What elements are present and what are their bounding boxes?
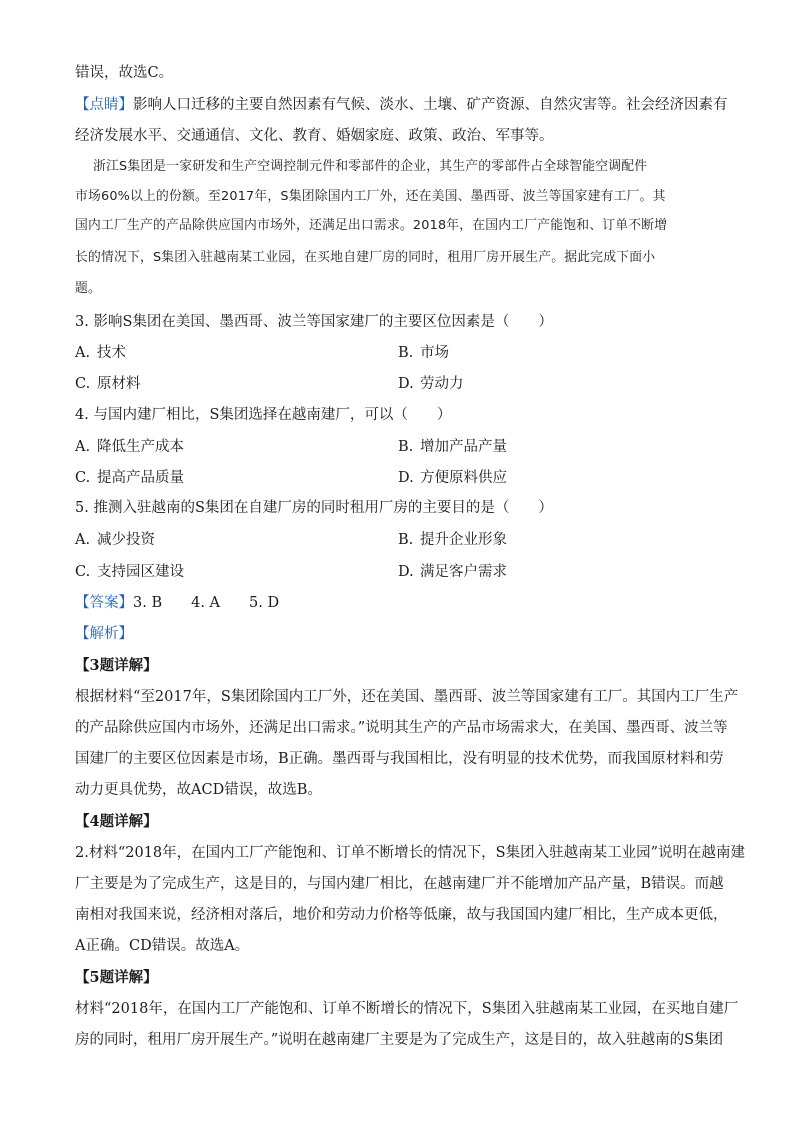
q4-option-c-letter: C. — [75, 470, 91, 486]
q4-option-b — [398, 436, 507, 458]
q4-option-c — [75, 467, 184, 489]
q5-option-d — [398, 561, 507, 583]
q4-option-d — [398, 467, 507, 489]
q5-option-a — [75, 529, 155, 551]
detail-3-label: 【3题详解】 — [75, 657, 158, 674]
material-line-3: 国内工厂生产的产品除供应国内市场外，还满足出口需求。2018年，在国内工厂产能饱和、订单不断增 — [75, 218, 668, 233]
material-line-2: 市场60%以上的份额。至2017年，S集团除国内工厂外，还在美国、墨西哥、波兰等国家建有工厂。其 — [75, 189, 666, 204]
q4-option-d-letter: D. — [398, 470, 414, 486]
detail-4-line-3: 南相对我国来说，经济相对落后，地价和劳动力价格等低廉，故与我国国内建厂相比，生产成本更低， — [75, 907, 728, 923]
detail-5-line-2: 房的同时，租用厂房开展生产。”说明在越南建厂主要是为了完成生产，这是目的，故入驻越南的S集团 — [75, 1032, 724, 1048]
q3-option-c-text: 原材料 — [97, 376, 141, 392]
q4-option-b-text: 增加产品产量 — [420, 439, 507, 455]
material-line-1: 浙江S集团是一家研发和生产空调控制元件和零部件的企业，其生产的零部件占全球智能空调配件 — [93, 159, 648, 174]
q5-option-b — [398, 529, 507, 551]
q4-option-a-letter: A. — [75, 439, 91, 455]
detail-5-label: 【5题详解】 — [75, 969, 158, 986]
q3-option-d-text: 劳动力 — [420, 376, 464, 392]
material-line-4: 长的情况下，S集团入驻越南某工业园，在买地自建厂房的同时，租用厂房开展生产。据此完成下面小 — [75, 250, 656, 265]
q5-option-a-text: 减少投资 — [97, 532, 155, 548]
q5-option-c-text: 支持园区建设 — [97, 564, 184, 580]
prev-answer-line: 错误，故选C。 — [75, 65, 174, 81]
detail-3-line-3: 国建厂的主要区位因素是市场，B正确。墨西哥与我国相比，没有明显的技术优势，而我国原材料和劳 — [75, 751, 724, 767]
detail-4-label: 【4题详解】 — [75, 813, 158, 830]
detail-5-line-1: 材料“2018年，在国内工厂产能饱和、订单不断增长的情况下，S集团入驻越南某工业园，在买地自建厂 — [75, 1001, 739, 1017]
q3-option-b-text: 市场 — [420, 345, 449, 361]
analysis-label: 【解析】 — [75, 626, 133, 642]
detail-3-line-2: 的产品除供应国内市场外，还满足出口需求。”说明其生产的产品市场需求大，在美国、墨西哥、波兰等 — [75, 720, 728, 736]
answer-line — [75, 592, 725, 614]
q3-option-c — [75, 373, 141, 395]
question-4-stem: 4. 与国内建厂相比，S集团选择在越南建厂，可以（ ） — [75, 407, 452, 423]
q4-option-d-text: 方便原料供应 — [420, 470, 507, 486]
q3-option-d — [398, 373, 464, 395]
tip-label: 【点睛】 — [75, 97, 133, 113]
q3-option-c-letter: C. — [75, 376, 91, 392]
detail-3-line-4: 动力更具优势，故ACD错误，故选B。 — [75, 782, 322, 798]
answer-label: 【答案】 — [75, 595, 133, 611]
q5-option-b-letter: B. — [398, 532, 414, 548]
q5-option-d-text: 满足客户需求 — [420, 564, 507, 580]
q3-option-a-letter: A. — [75, 345, 91, 361]
q5-option-c — [75, 561, 184, 583]
tip-line-1 — [75, 94, 728, 116]
q4-option-b-letter: B. — [398, 439, 414, 455]
detail-4-line-2: 厂主要是为了完成生产，这是目的，与国内建厂相比，在越南建厂并不能增加产品产量，B错误。而越 — [75, 876, 724, 892]
q3-option-a-text: 技术 — [97, 345, 126, 361]
q5-option-b-text: 提升企业形象 — [420, 532, 507, 548]
material-line-5: 题。 — [75, 281, 101, 296]
detail-3-line-1: 根据材料“至2017年，S集团除国内工厂外，还在美国、墨西哥、波兰等国家建有工厂。其国内工厂生产 — [75, 689, 739, 705]
q5-option-c-letter: C. — [75, 564, 91, 580]
q3-option-a — [75, 342, 126, 364]
detail-4-line-4: A正确。CD错误。故选A。 — [75, 938, 250, 954]
q3-option-d-letter: D. — [398, 376, 414, 392]
q5-option-a-letter: A. — [75, 532, 91, 548]
question-3-stem: 3. 影响S集团在美国、墨西哥、波兰等国家建厂的主要区位因素是（ ） — [75, 314, 553, 330]
q4-option-a — [75, 436, 184, 458]
tip-text-1: 影响人口迁移的主要自然因素有气候、淡水、土壤、矿产资源、自然灾害等。社会经济因素有 — [133, 97, 728, 113]
q3-option-b — [398, 342, 449, 364]
q5-option-d-letter: D. — [398, 564, 414, 580]
question-5-stem: 5. 推测入驻越南的S集团在自建厂房的同时租用厂房的主要目的是（ ） — [75, 500, 553, 516]
q4-option-a-text: 降低生产成本 — [97, 439, 184, 455]
detail-4-line-1: 2.材料“2018年，在国内工厂产能饱和、订单不断增长的情况下，S集团入驻越南某工业园”说明在越南建 — [75, 845, 745, 861]
q3-option-b-letter: B. — [398, 345, 414, 361]
tip-line-2: 经济发展水平、交通通信、文化、教育、婚姻家庭、政策、政治、军事等。 — [75, 128, 554, 144]
answer-text: 3. B 4. A 5. D — [133, 595, 280, 611]
q4-option-c-text: 提高产品质量 — [97, 470, 184, 486]
